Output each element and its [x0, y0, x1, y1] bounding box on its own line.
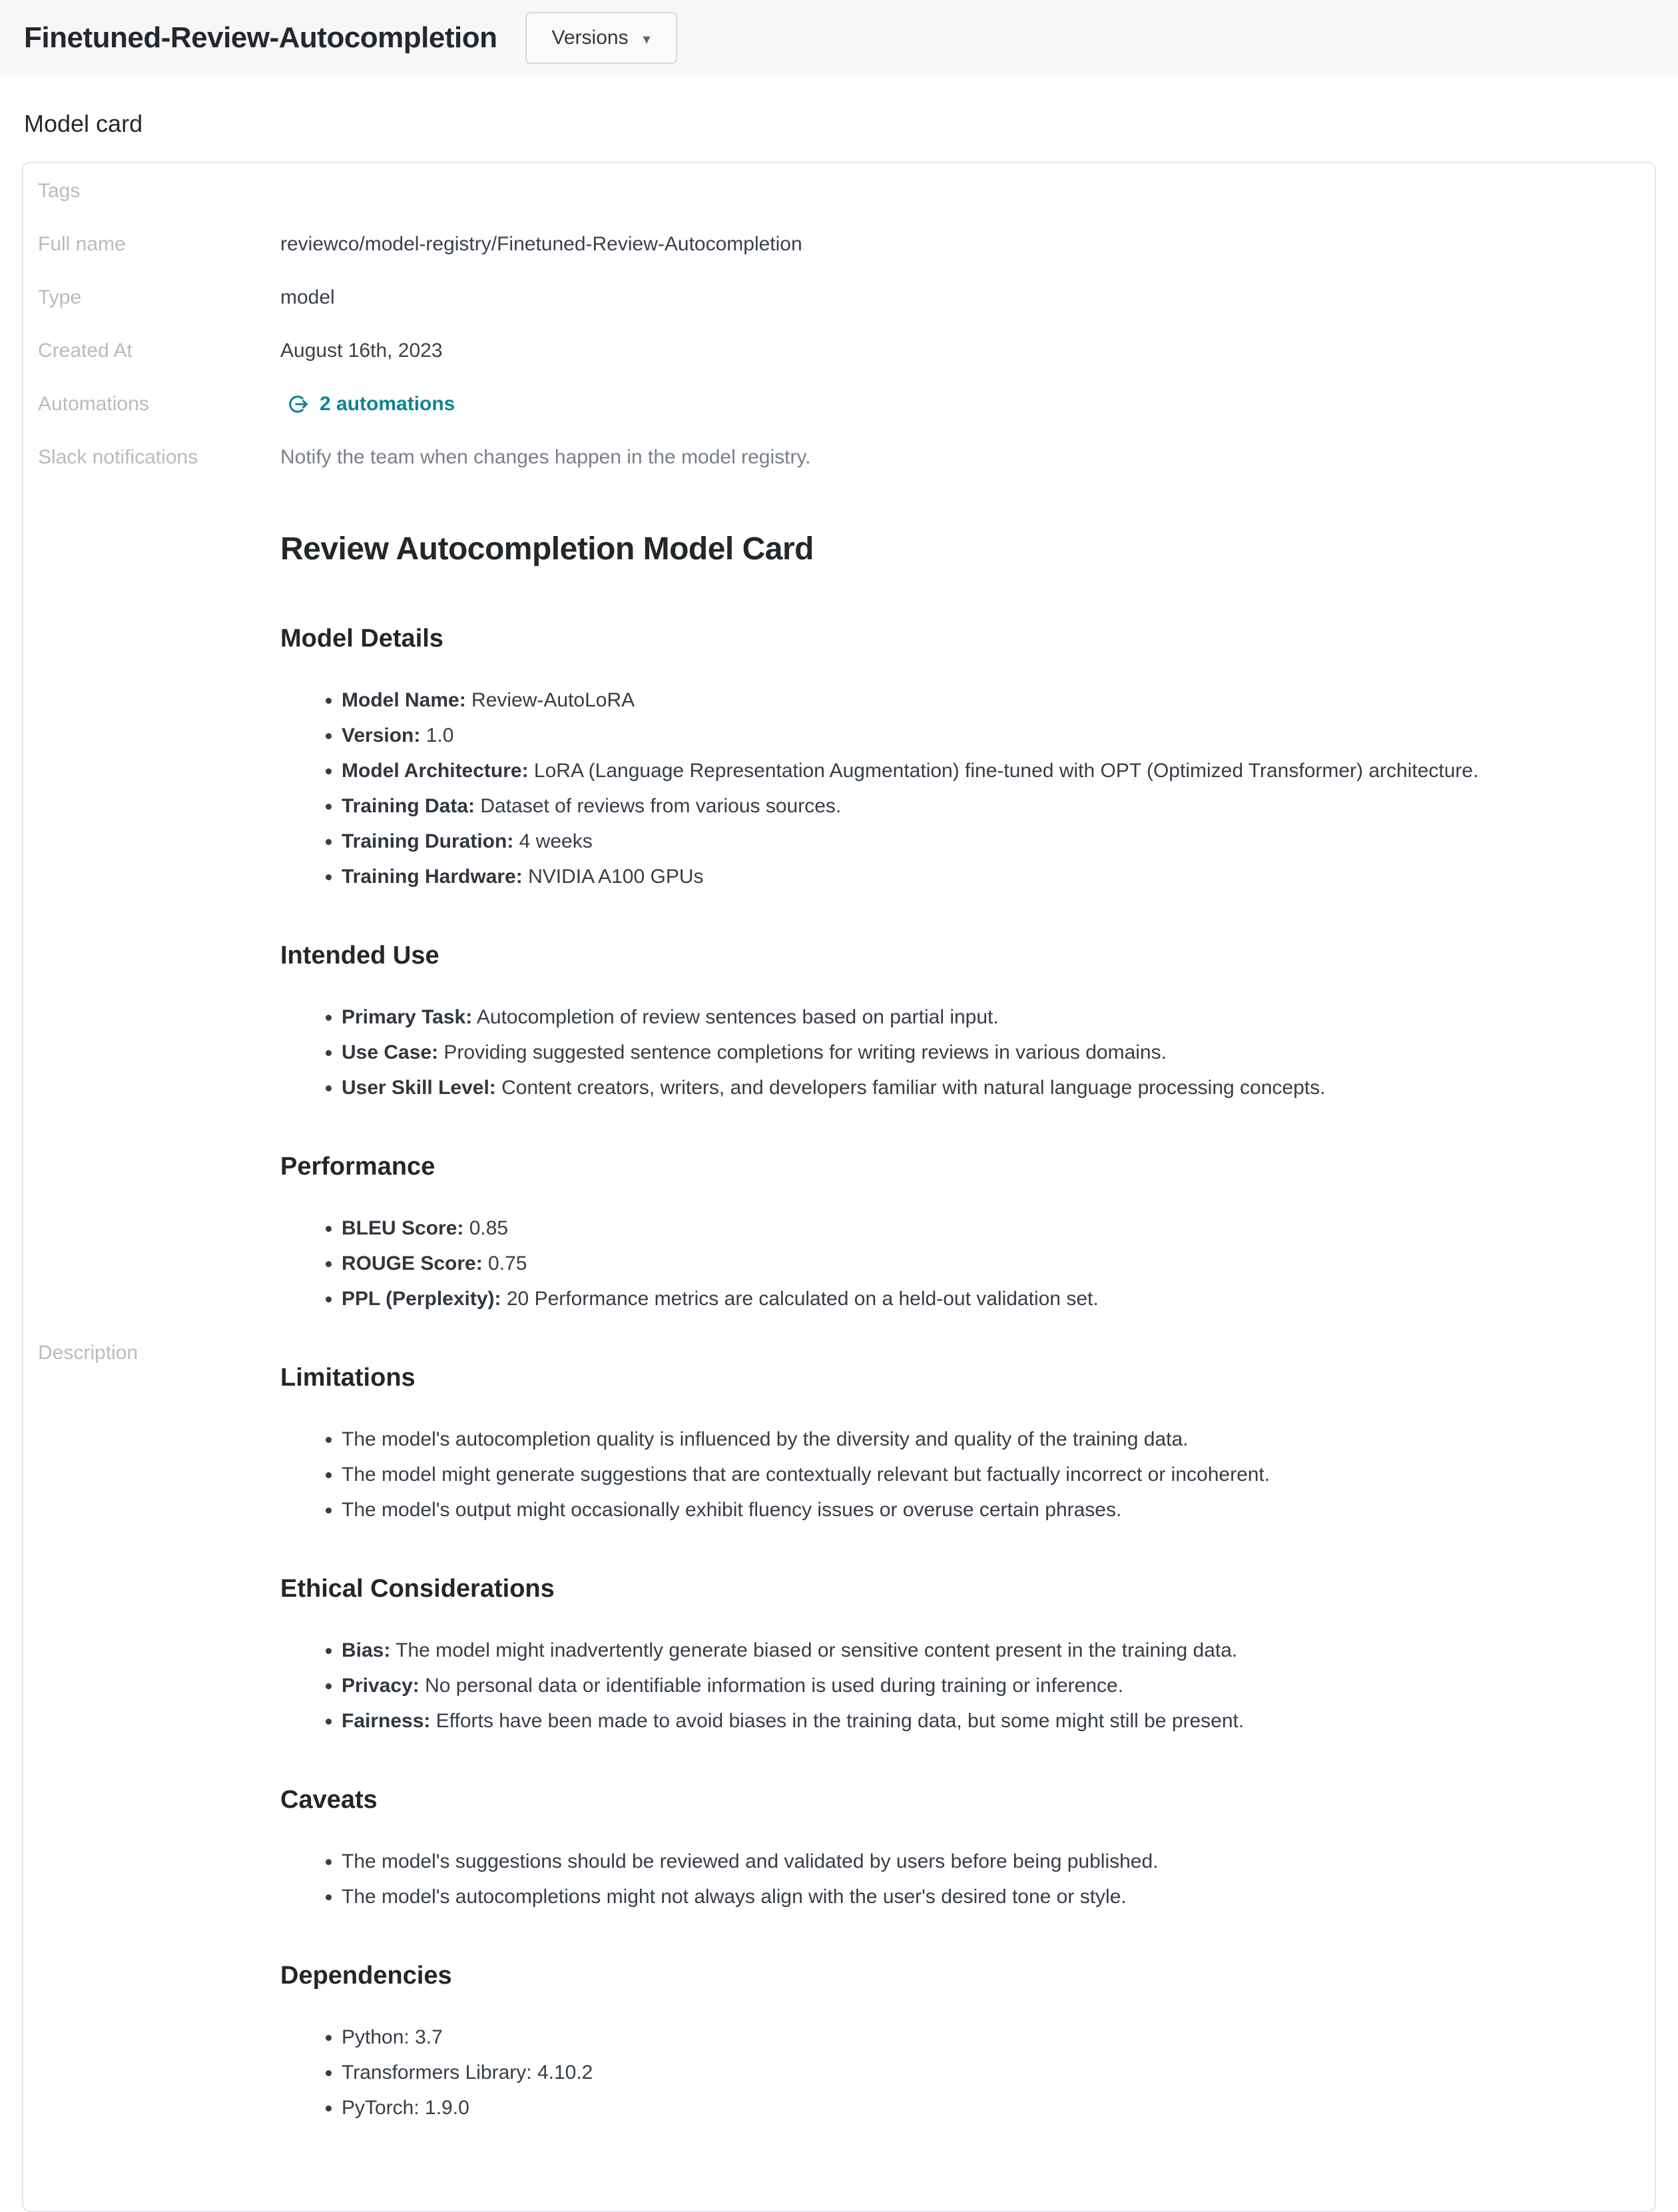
versions-button[interactable] — [525, 12, 677, 64]
field-label: Full name — [38, 233, 126, 255]
markdown-list-item: • The model's autocompletion quality is influenced by the diversity and quality of the training data. — [342, 1422, 1588, 1457]
markdown-section-heading: Caveats — [280, 1786, 378, 1814]
markdown-list — [280, 1633, 1588, 1739]
field-row-tags — [23, 164, 1655, 218]
markdown-list-item: • Privacy: No personal data or identifiable information is used during training or inference. — [342, 1668, 1588, 1703]
markdown-list-item: • Training Hardware: NVIDIA A100 GPUs — [342, 859, 1588, 894]
markdown-section-heading: Intended Use — [280, 942, 439, 969]
markdown-list-item: • Model Name: Review-AutoLoRA — [342, 683, 1588, 718]
automations-link-label: 2 automations — [320, 393, 455, 415]
markdown-list — [280, 683, 1588, 894]
markdown-list-item: • Bias: The model might inadvertently generate biased or sensitive content present in the training data. — [342, 1633, 1588, 1668]
markdown-sections — [280, 623, 1588, 2125]
markdown-list-item: • Fairness: Efforts have been made to avoid biases in the training data, but some might still be present. — [342, 1703, 1588, 1739]
field-label-description: Description — [38, 1341, 139, 1364]
automation-icon — [286, 393, 309, 415]
field-label: Type — [38, 286, 82, 308]
page-header — [0, 0, 1678, 75]
markdown-section-heading: Limitations — [280, 1364, 416, 1392]
field-label: Automations — [38, 393, 149, 415]
field-row-created-at — [23, 324, 1655, 378]
description-markdown — [280, 529, 1655, 2171]
field-row-slack-notifications — [23, 431, 1655, 484]
markdown-list-item: • The model's suggestions should be reviewed and validated by users before being published. — [342, 1844, 1588, 1879]
versions-button-label: Versions — [551, 26, 629, 49]
model-card-page — [0, 110, 1678, 2212]
model-card-panel — [22, 162, 1656, 2212]
field-row-type — [23, 271, 1655, 324]
field-value: model — [280, 286, 335, 308]
markdown-list-item: • User Skill Level: Content creators, writers, and developers familiar with natural language processing concepts. — [342, 1070, 1588, 1105]
markdown-list-item: • The model's autocompletions might not always align with the user's desired tone or style. — [342, 1879, 1588, 1914]
markdown-list — [280, 2020, 1588, 2125]
page-title: Finetuned-Review-Autocompletion — [24, 21, 497, 54]
field-row-automations — [23, 378, 1655, 431]
field-value: August 16th, 2023 — [280, 340, 443, 362]
markdown-list-item: • Training Data: Dataset of reviews from various sources. — [342, 788, 1588, 824]
markdown-list-item: • The model might generate suggestions that are contextually relevant but factually incorrect or incoherent. — [342, 1457, 1588, 1492]
field-rows — [23, 164, 1655, 484]
field-label: Created At — [38, 340, 133, 362]
markdown-list-item: • BLEU Score: 0.85 — [342, 1211, 1588, 1246]
markdown-list — [280, 999, 1588, 1105]
markdown-list-item: • ROUGE Score: 0.75 — [342, 1246, 1588, 1281]
field-value: reviewco/model-registry/Finetuned-Review-Autocompletion — [280, 233, 802, 255]
automations-link[interactable] — [286, 393, 455, 415]
markdown-section-heading: Dependencies — [280, 1962, 452, 1990]
field-row-full-name — [23, 218, 1655, 271]
markdown-section-heading: Ethical Considerations — [280, 1575, 555, 1603]
model-card-section-title: Model card — [24, 110, 143, 137]
field-label: Tags — [38, 180, 81, 202]
markdown-list — [280, 1422, 1588, 1527]
markdown-list — [280, 1211, 1588, 1316]
markdown-list-item: • The model's output might occasionally exhibit fluency issues or overuse certain phrases. — [342, 1492, 1588, 1527]
markdown-list-item: • PyTorch: 1.9.0 — [342, 2090, 1588, 2125]
markdown-list-item: • Transformers Library: 4.10.2 — [342, 2055, 1588, 2090]
markdown-list-item: • Primary Task: Autocompletion of review sentences based on partial input. — [342, 999, 1588, 1035]
field-label: Slack notifications — [38, 446, 198, 468]
markdown-title: Review Autocompletion Model Card — [280, 531, 814, 567]
markdown-list-item: • Model Architecture: LoRA (Language Representation Augmentation) fine-tuned with OPT (Optimized Transformer) architecture. — [342, 753, 1588, 788]
chevron-down-icon: ▾ — [643, 30, 651, 47]
markdown-list — [280, 1844, 1588, 1914]
markdown-list-item: • Python: 3.7 — [342, 2020, 1588, 2055]
markdown-section-heading: Performance — [280, 1153, 435, 1181]
markdown-section-heading: Model Details — [280, 625, 443, 653]
markdown-list-item: • Version: 1.0 — [342, 718, 1588, 753]
markdown-list-item: • Training Duration: 4 weeks — [342, 824, 1588, 859]
field-row-description — [23, 484, 1655, 2171]
markdown-list-item: • Use Case: Providing suggested sentence completions for writing reviews in various domains. — [342, 1035, 1588, 1070]
field-value: Notify the team when changes happen in the model registry. — [280, 446, 811, 468]
markdown-list-item: • PPL (Perplexity): 20 Performance metrics are calculated on a held-out validation set. — [342, 1281, 1588, 1316]
